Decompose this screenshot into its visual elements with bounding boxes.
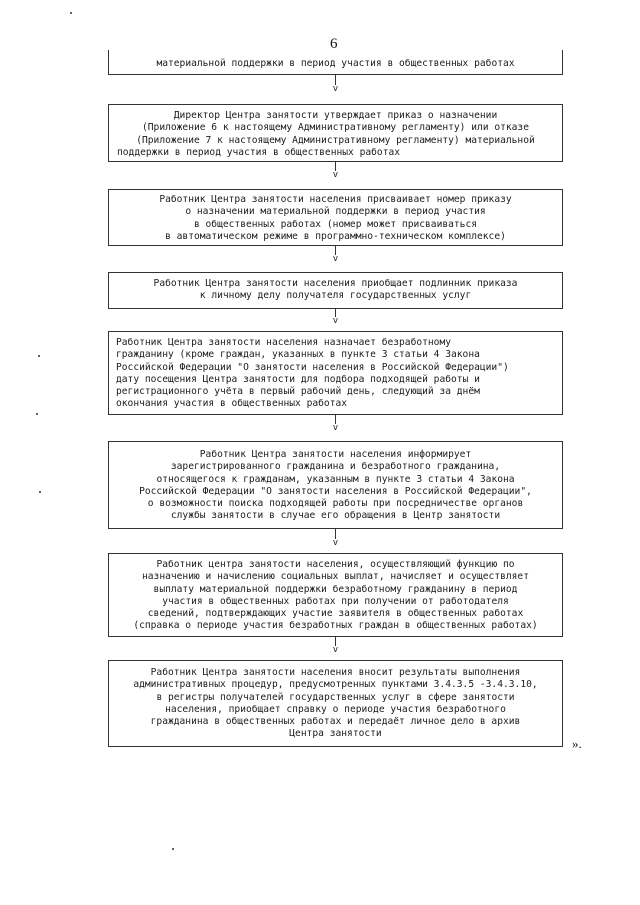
page-number: 6 [330, 36, 338, 52]
flow-step-0-box [108, 50, 563, 75]
step-2-line-1: Работник Центра занятости населения присваивает номер приказу [159, 194, 512, 205]
arrow-2-down-icon: v [332, 254, 339, 264]
step-1-line-3: (Приложение 7 к настоящему Административному регламенту) материальной [136, 134, 535, 146]
step-6-line-3: выплату материальной поддержки безработному гражданину в период [153, 583, 518, 595]
arrow-1-down-icon: v [332, 170, 339, 180]
flow-step-1-box [108, 104, 563, 162]
step-2-line-4: в автоматическом режиме в программно-техническом комплексе) [165, 230, 506, 242]
flow-step-6-box [108, 553, 563, 637]
step-2-line-2: о назначении материальной поддержки в период участия [185, 206, 486, 218]
step-4-line-1: Работник Центра занятости населения назначает безработному [116, 337, 452, 348]
scan-speck [38, 355, 40, 357]
step-7-line-5: гражданина в общественных работах и передаёт личное дело в архив [150, 716, 521, 728]
step-5-line-1: Работник Центра занятости населения информирует [199, 449, 472, 460]
step-7-line-3: в регистры получателей государственных услуг в сфере занятости [156, 691, 515, 703]
step-5-line-3: относящегося к гражданам, указанным в пункте 3 статьи 4 Закона [156, 473, 515, 485]
step-5-line-4: Российской Федерации "О занятости населения в Российской Федерации", [139, 485, 532, 497]
step-7-line-6: Центра занятости [289, 728, 382, 740]
step-2-line-3: в общественных работах (номер может присваиваться [193, 218, 478, 230]
step-4-line-6: окончания участия в общественных работах [116, 398, 348, 410]
step-6-line-1: Работник центра занятости населения, осуществляющий функцию по [156, 559, 515, 570]
flow-step-4-box [108, 331, 563, 415]
step-1-line-2: (Приложение 6 к настоящему Административному регламенту) или отказе [142, 122, 529, 134]
step-6-line-5: сведений, подтверждающих участие заявителя в общественных работах [147, 608, 524, 620]
step-6-line-4: участия в общественных работах при получении от работодателя [162, 595, 509, 607]
step-3-line-2: к личному делу получателя государственных услуг [199, 290, 472, 302]
scan-speck [172, 848, 174, 850]
scan-speck [39, 491, 41, 493]
step-3-line-1: Работник Центра занятости населения приобщает подлинник приказа [153, 278, 518, 289]
flow-step-2-box [108, 189, 563, 246]
step-7-line-1: Работник Центра занятости населения вносит результаты выполнения [150, 667, 521, 678]
step-1-line-1: Директор Центра занятости утверждает приказ о назначении [173, 110, 498, 121]
step-4-line-3: Российской Федерации "О занятости населения в Российской Федерации") [116, 361, 509, 373]
step-0-line-1: материальной поддержки в период участия в общественных работах [156, 58, 515, 69]
closing-quote: ». [572, 736, 582, 751]
step-6-line-6: (справка о периоде участия безработных граждан в общественных работах) [133, 620, 538, 632]
step-5-line-5: о возможности поиска подходящей работы при посредничестве органов [147, 498, 524, 510]
arrow-0-down-icon: v [332, 84, 339, 94]
step-6-line-2: назначению и начислению социальных выплат, начисляет и осуществляет [142, 571, 529, 583]
arrow-3-down-icon: v [332, 316, 339, 326]
step-5-line-6: службы занятости в случае его обращения в Центр занятости [170, 510, 501, 522]
step-4-line-5: регистрационного учёта в первый рабочий день, следующий за днём [116, 386, 480, 398]
scan-speck [70, 12, 72, 14]
flow-step-3-box [108, 272, 563, 309]
step-4-line-2: гражданину (кроме граждан, указанных в пункте 3 статьи 4 Закона [116, 349, 480, 361]
step-5-line-2: зарегистрированного гражданина и безработного гражданина, [170, 461, 501, 473]
flow-step-5-box [108, 441, 563, 529]
flow-step-7-box [108, 660, 563, 747]
step-1-line-4: поддержки в период участия в общественных работах [117, 146, 401, 158]
step-7-line-4: населения, приобщает справку о периоде участия безработного [165, 703, 506, 715]
arrow-5-down-icon: v [332, 538, 339, 548]
arrow-4-down-icon: v [332, 423, 339, 433]
arrow-6-down-icon: v [332, 645, 339, 655]
step-7-line-2: административных процедур, предусмотренных пунктами 3.4.3.5 -3.4.3.10, [133, 679, 538, 691]
step-4-line-4: дату посещения Центра занятости для подбора подходящей работы и [116, 373, 480, 385]
scan-speck [36, 413, 38, 415]
